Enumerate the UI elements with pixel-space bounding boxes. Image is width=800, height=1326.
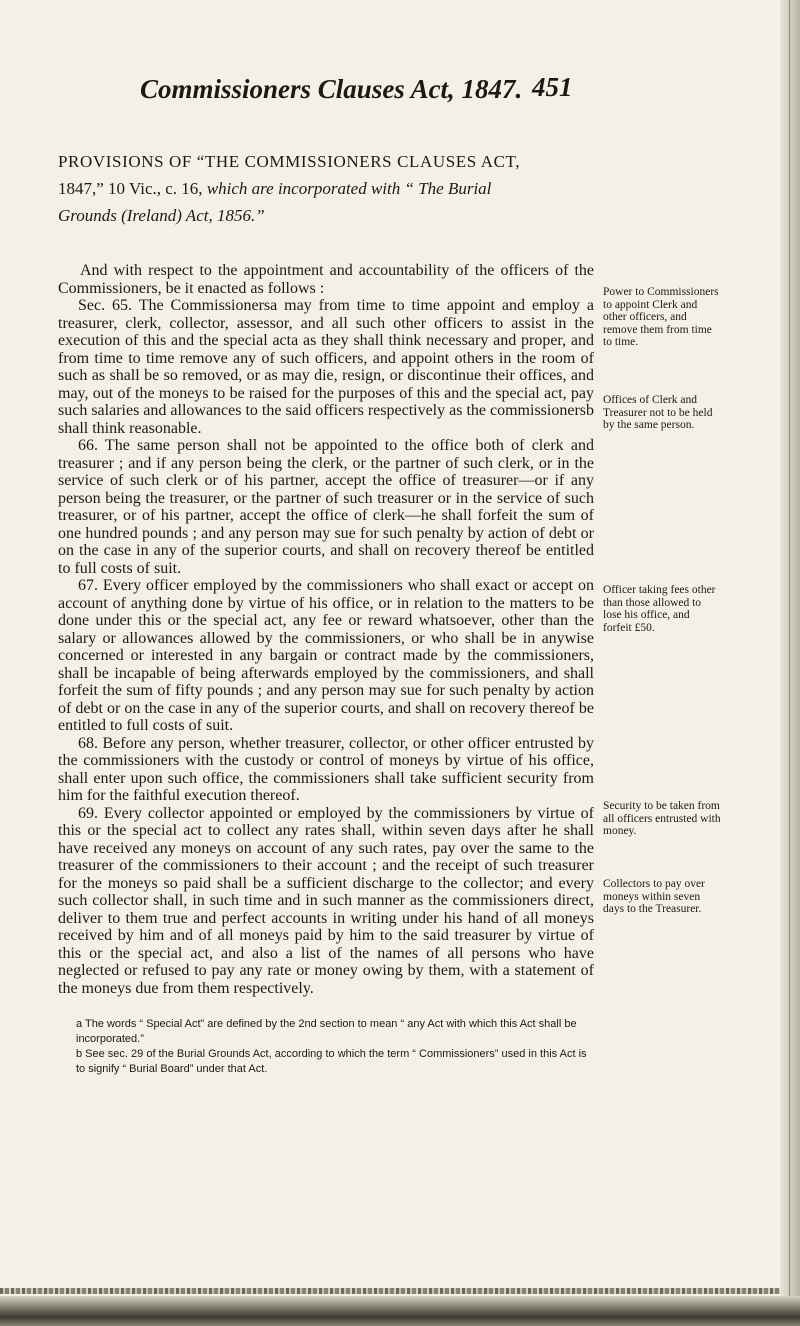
footnote-b: b See sec. 29 of the Burial Grounds Act, according to which the term “ Commissioners” used in this Act is to signify “ Burial Board” under that Act. [76, 1048, 587, 1075]
footnotes [76, 1017, 596, 1077]
heading-line-3: Grounds (Ireland) Act, 1856.” [58, 206, 265, 225]
marginal-note-sec-69: Collectors to pay over moneys within seven days to the Treasurer. [603, 878, 705, 915]
heading-line-2-italic: which are incorporated with “ The Burial [206, 179, 492, 198]
body-text [58, 262, 594, 997]
section-68-paragraph: 68. Before any person, whether treasurer, collector, or other officer entrusted by the commissioners with the custody or control of moneys by virtue of his office, shall enter upon such office, the commissioners shall take sufficient security from him for the faithful execution thereof. [58, 734, 594, 804]
binding-strip [0, 1288, 780, 1294]
page-number: 451 [532, 72, 573, 102]
running-head-title: Commissioners Clauses Act, 1847. [140, 74, 523, 104]
heading-line-1: PROVISIONS OF “THE COMMISSIONERS CLAUSES ACT, [58, 152, 521, 171]
section-heading [58, 148, 578, 229]
intro-paragraph: And with respect to the appointment and accountability of the officers of the Commissioners, be it enacted as follows : [58, 262, 594, 297]
section-67-paragraph: 67. Every officer employed by the commissioners who shall exact or accept on account of anything done by virtue of his office, or in relation to the matters to be done under this or the special act, any fee or reward whatsoever, other than the salary or allowances allowed by the commissioners, or who shall be in anywise concerned or interested in any bargain or contract made by the commissioners, shall be incapable of being afterwards employed by the commissioners, and shall forfeit the sum of fifty pounds ; and any person may sue for such penalty by action of debt or on the case in any of the superior courts, and shall on recovery thereof be entitled to full costs of suit. [58, 577, 594, 734]
section-66-paragraph: 66. The same person shall not be appointed to the office both of clerk and treasurer ; and if any person being the clerk, or the partner of such clerk, or in the service of such clerk or of his partner, accept the office of treasurer—or if any person being the treasurer, or the partner of such treasurer or in the service of such treasurer, or of his partner, accept the office of clerk—he shall forfeit the sum of one hundred pounds ; and any person may sue for such penalty by action of debt or on the case in any of the superior courts, and shall on recovery thereof be entitled to full costs of suit. [58, 437, 594, 577]
section-69-paragraph: 69. Every collector appointed or employed by the commissioners by virtue of this or the special act to collect any rates shall, within seven days after he shall have received any moneys on account of any such rates, pay over the same to the treasurer of the commissioners to their account ; and the receipt of such treasurer for the moneys so paid shall be a sufficient discharge to the collector; and every such collector shall, in such time and in such manner as the commissioners direct, deliver to them true and perfect accounts in writing under his hand of all moneys received by him and of all moneys paid by him to the said treasurer by virtue of this or the special act, and also a list of the names of all persons who have neglected or refused to pay any rate or money owing by them, with a statement of the moneys due from them respectively. [58, 804, 594, 997]
section-65-paragraph: Sec. 65. The Commissionersa may from time to time appoint and employ a treasurer, clerk, collector, assessor, and all such other officers to assist in the execution of this and the special acta as they shall think necessary and proper, and from time to time remove any of such officers, and appoint others in the room of such as shall be so removed, or as may die, resign, or discontinue their offices, and may, out of the moneys to be raised for the purposes of this and the special act, pay such salaries and allowances to the said officers respectively as the commissionersb shall think reasonable. [58, 297, 594, 437]
page-edge-line [789, 0, 790, 1326]
scan-bottom-band [0, 1296, 800, 1326]
marginal-note-sec-67: Officer taking fees other than those allowed to lose his office, and forfeit £50. [603, 584, 716, 634]
page-edge-shadow [780, 0, 800, 1326]
footnote-a: a The words “ Special Act” are defined by the 2nd section to mean “ any Act with which this Act shall be incorporated.” [76, 1018, 577, 1045]
marginal-note-sec-65: Power to Commissioners to appoint Clerk and other officers, and remove them from time to time. [603, 286, 719, 348]
heading-line-2-start: 1847,” 10 Vic., c. 16, [58, 179, 203, 198]
marginal-note-sec-68: Security to be taken from all officers entrusted with money. [603, 800, 721, 837]
marginal-note-sec-66: Offices of Clerk and Treasurer not to be held by the same person. [603, 394, 713, 431]
